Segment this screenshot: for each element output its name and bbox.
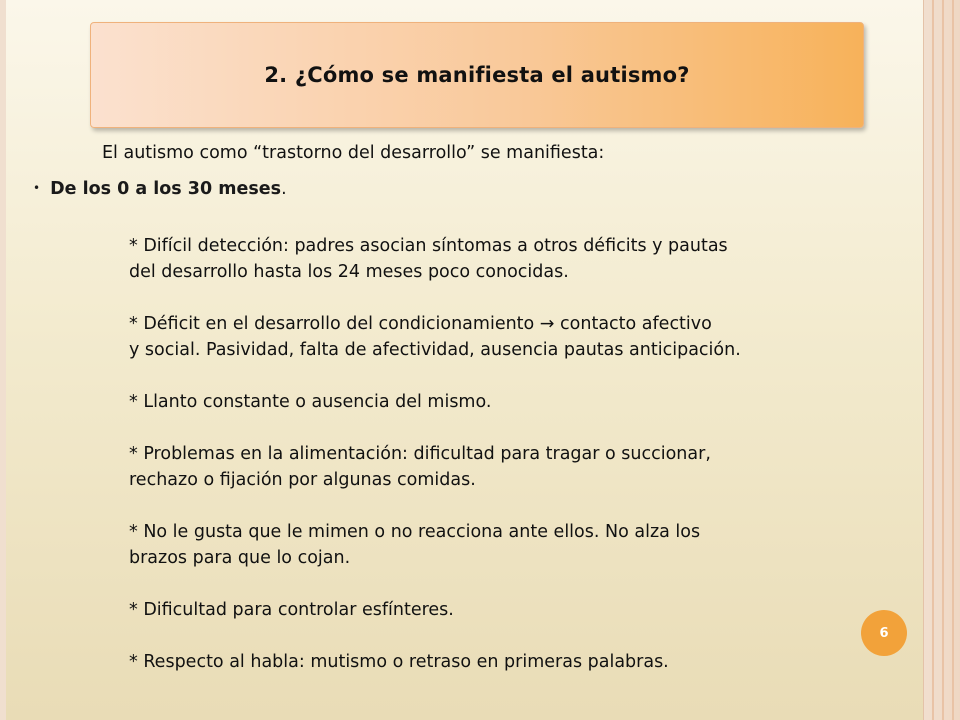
list-item-line: * No le gusta que le mimen o no reacciona ante ellos. No alza los xyxy=(129,522,701,542)
list-item xyxy=(129,311,869,363)
title-banner xyxy=(90,22,864,128)
list-item-line: brazos para que lo cojan. xyxy=(129,548,351,568)
list-item-line: y social. Pasividad, falta de afectividad, ausencia pautas anticipación. xyxy=(129,340,741,360)
page-number-badge xyxy=(861,610,907,656)
list-item-line: del desarrollo hasta los 24 meses poco conocidas. xyxy=(129,262,569,282)
list-item-line: * Difícil detección: padres asocian síntomas a otros déficits y pautas xyxy=(129,236,728,256)
list-item xyxy=(129,597,869,623)
intro-text: El autismo como “trastorno del desarrollo” se manifiesta: xyxy=(102,143,605,163)
list-item xyxy=(129,389,869,415)
bullet-icon: • xyxy=(33,181,41,195)
bullet-heading-text: De los 0 a los 30 meses xyxy=(50,179,282,199)
list-item xyxy=(129,441,869,493)
slide-left-border xyxy=(0,0,6,720)
page-number: 6 xyxy=(879,625,889,641)
list-item xyxy=(129,519,869,571)
slide-right-border xyxy=(923,0,960,720)
list-item xyxy=(129,233,869,285)
list-item-line: * Problemas en la alimentación: dificultad para tragar o succionar, xyxy=(129,444,711,464)
slide-title: 2. ¿Cómo se manifiesta el autismo? xyxy=(264,63,690,87)
border-stripe xyxy=(952,0,954,720)
list-item-line: * Déficit en el desarrollo del condicionamiento → contacto afectivo xyxy=(129,314,712,334)
list-item-line: * Respecto al habla: mutismo o retraso en primeras palabras. xyxy=(129,652,669,672)
list-item-line: * Dificultad para controlar esfínteres. xyxy=(129,600,454,620)
list-item-line: rechazo o fijación por algunas comidas. xyxy=(129,470,476,490)
symptom-list xyxy=(129,233,869,701)
list-item-line: * Llanto constante o ausencia del mismo. xyxy=(129,392,492,412)
bullet-heading-punct: . xyxy=(281,179,287,199)
border-stripe xyxy=(942,0,944,720)
bullet-heading xyxy=(33,179,287,199)
border-stripe xyxy=(932,0,934,720)
list-item xyxy=(129,649,869,675)
